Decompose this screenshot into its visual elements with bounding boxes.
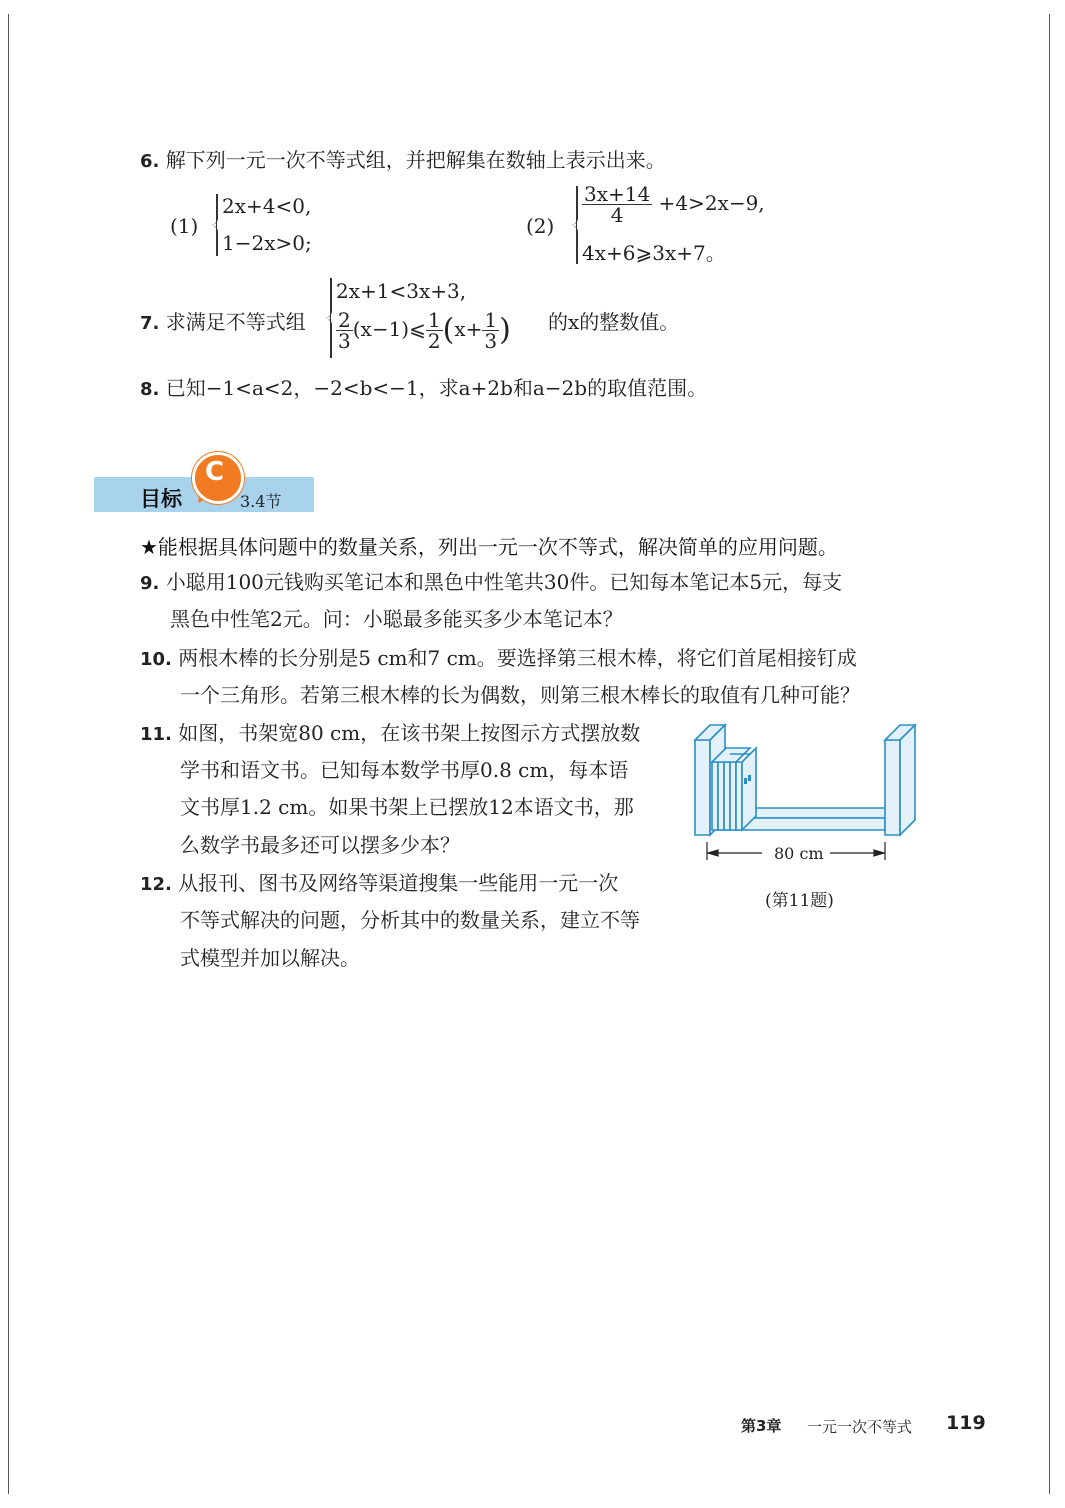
q6-part1-brace <box>216 194 217 256</box>
q7-text-after: 的x的整数值。 <box>548 310 680 334</box>
footer-chapter: 第3章 <box>741 1417 782 1435</box>
q7-brace <box>330 278 331 358</box>
question-11-line4: 么数学书最多还可以摆多少本？ <box>180 833 460 857</box>
q6-part1-label: (1) <box>170 214 199 238</box>
fraction-denominator: 4 <box>610 203 624 227</box>
question-text: 两根木棒的长分别是5 cm和7 cm。要选择第三根木棒，将它们首尾相接钉成 <box>178 646 857 670</box>
goal-text: ★能根据具体问题中的数量关系，列出一元一次不等式，解决简单的应用问题。 <box>140 535 838 559</box>
q6-part1-line2: 1−2x>0; <box>222 231 312 255</box>
question-6 <box>140 146 666 176</box>
question-11-line2: 学书和语文书。已知每本数学书厚0.8 cm，每本语 <box>180 758 629 782</box>
question-7 <box>140 308 306 338</box>
question-9-line2: 黑色中性笔2元。问：小聪最多能买多少本笔记本？ <box>170 607 623 631</box>
question-text: 小聪用100元钱购买笔记本和黑色中性笔共30件。已知每本笔记本5元，每支 <box>165 570 843 594</box>
level-letter: C <box>205 457 225 487</box>
paren-close: ) <box>499 312 511 348</box>
page-number: 119 <box>946 1412 986 1434</box>
question-number: 9. <box>140 573 160 594</box>
paren-open: ( <box>442 312 455 348</box>
question-number: 10. <box>140 649 172 670</box>
fraction-denominator: 2 <box>427 329 441 353</box>
question-text: 从报刊、图书及网络等渠道搜集一些能用一元一次 <box>178 871 619 895</box>
fraction <box>582 184 652 225</box>
question-text: 解下列一元一次不等式组，并把解集在数轴上表示出来。 <box>165 148 666 172</box>
question-number: 7. <box>140 313 160 334</box>
question-10-line2: 一个三角形。若第三根木棒的长为偶数，则第三根木棒长的取值有几种可能？ <box>180 683 860 707</box>
fraction-numerator: 1 <box>427 308 441 332</box>
fraction <box>482 310 499 351</box>
q6-part2-line1-rest: +4>2x−9, <box>658 191 765 215</box>
dimension-label: 80 cm <box>770 844 828 863</box>
question-11 <box>140 719 640 749</box>
q6-part2-brace <box>576 186 577 264</box>
question-12 <box>140 869 618 899</box>
question-text: 如图，书架宽80 cm，在该书架上按图示方式摆放数 <box>178 721 641 745</box>
footer-chapter-title: 一元一次不等式 <box>807 1418 913 1436</box>
fraction <box>426 310 443 351</box>
fraction-numerator: 3x+14 <box>584 182 651 206</box>
fraction-denominator: 3 <box>338 329 351 353</box>
question-10 <box>140 644 857 674</box>
q6-part2-line2: 4x+6⩾3x+7。 <box>582 241 726 265</box>
fraction <box>336 310 353 351</box>
fraction-numerator: 1 <box>484 308 498 332</box>
figure-caption: (第11题) <box>765 891 834 911</box>
q7-line1: 2x+1<3x+3, <box>336 279 467 303</box>
q7-line2 <box>336 310 511 351</box>
goal-title: 目标 <box>140 487 182 511</box>
q6-part2-label: (2) <box>526 214 555 238</box>
question-11-line3: 文书厚1.2 cm。如果书架上已摆放12本语文书，那 <box>180 795 634 819</box>
question-9 <box>140 568 842 598</box>
fraction-numerator: 2 <box>338 308 351 332</box>
question-8 <box>140 374 707 404</box>
question-text: 已知−1<a<2，−2<b<−1，求a+2b和a−2b的取值范围。 <box>165 376 708 400</box>
goal-section: 3.4节 <box>240 492 282 511</box>
question-number: 6. <box>140 151 160 172</box>
question-12-line3: 式模型并加以解决。 <box>180 946 360 970</box>
q7-line2-middle: (x−1)⩽ <box>352 317 426 341</box>
q6-part1-line1: 2x+4<0, <box>222 194 312 218</box>
question-text: 求满足不等式组 <box>165 310 306 334</box>
question-number: 12. <box>140 874 172 895</box>
question-12-line2: 不等式解决的问题，分析其中的数量关系，建立不等 <box>180 908 640 932</box>
q7-paren-inner: x+ <box>454 317 483 341</box>
question-number: 11. <box>140 724 172 745</box>
fraction-denominator: 3 <box>484 329 498 353</box>
q6-part2-line1 <box>582 184 765 225</box>
question-number: 8. <box>140 379 160 400</box>
